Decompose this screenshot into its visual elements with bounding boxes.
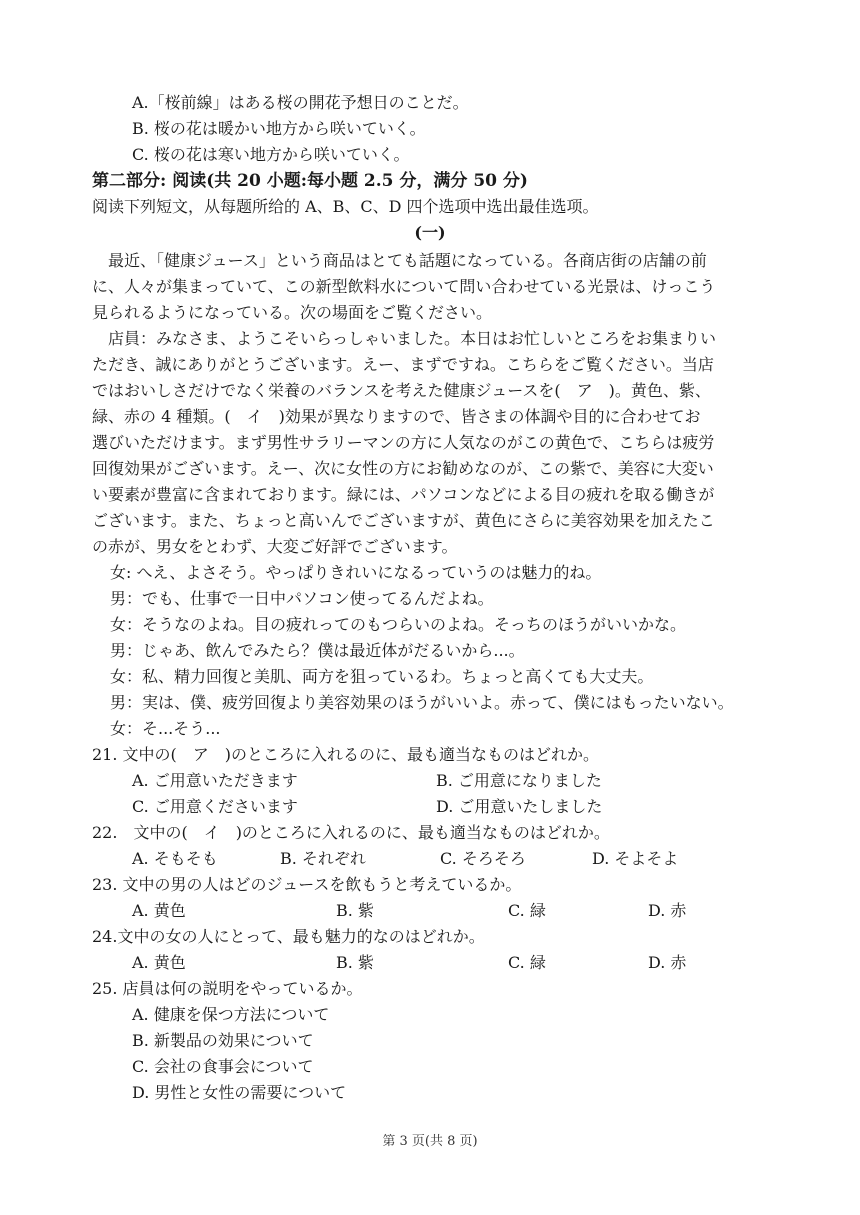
prev-option-a: A.「桜前線」はある桜の開花予想日のことだ。: [132, 93, 469, 112]
question-21-option-c[interactable]: C. ご用意くださいます: [132, 797, 298, 816]
part2-title: 第二部分: 阅读: [92, 171, 207, 191]
passage-line: 回復効果がございます。えー、次に女性の方にお勧めなのが、この紫で、美容に大変い: [92, 459, 714, 478]
passage-line: の赤が、男女をとわず、大変ご好評でございます。: [92, 537, 458, 556]
dialogue-line: 女：そうなのよね。目の疲れってのもつらいのよね。そっちのほうがいいかな。: [110, 615, 687, 634]
question-24-option-c[interactable]: C. 緑: [508, 953, 546, 972]
prev-option-c: C. 桜の花は寒い地方から咲いていく。: [132, 145, 410, 164]
question-23-option-d[interactable]: D. 赤: [648, 901, 687, 920]
question-21-option-b[interactable]: B. ご用意になりました: [436, 771, 602, 790]
passage-line: ございます。また、ちょっと高いんでございますが、黄色にさらに美容効果を加えたこ: [92, 511, 715, 530]
question-25-option-b[interactable]: B. 新製品の効果について: [132, 1031, 314, 1050]
passage-line: 緑、赤の 4 種類。( イ )効果が異なりますので、皆さまの体調や目的に合わせてお: [92, 407, 701, 426]
passage-line: い要素が豊富に含まれております。緑には、パソコンなどによる目の疲れを取る働きが: [92, 485, 715, 504]
question-21-option-a[interactable]: A. ご用意いただきます: [132, 771, 298, 790]
dialogue-line: 女: へえ、よさそう。やっぱりきれいになるっていうのは魅力的ね。: [110, 563, 602, 582]
question-22-option-b[interactable]: B. それぞれ: [280, 849, 366, 868]
dialogue-line: 女：そ...そう...: [110, 719, 221, 738]
question-23-option-c[interactable]: C. 緑: [508, 901, 546, 920]
section-label: (一): [414, 223, 446, 242]
question-22-option-c[interactable]: C. そろそろ: [440, 849, 526, 868]
question-25-option-d[interactable]: D. 男性と女性の需要について: [132, 1083, 347, 1102]
question-24-option-b[interactable]: B. 紫: [336, 953, 374, 972]
question-22-option-d[interactable]: D. そよそよ: [592, 849, 679, 868]
passage-line: ではおいしさだけでなく栄養のバランスを考えた健康ジュースを( ア )。黄色、紫、: [92, 381, 711, 400]
part2-subtitle: (共 20 小题:每小题 2.5 分，满分 50 分): [206, 171, 528, 191]
passage-line: ただき、誠にありがとうございます。えー、まずですね。こちらをご覧ください。当店: [92, 355, 714, 374]
dialogue-line: 男：実は、僕、疲労回復より美容効果のほうがいいよ。赤って、僕にはもったいない。: [110, 693, 734, 712]
passage-line: 見られるようになっている。次の場面をご覧ください。: [92, 303, 493, 322]
question-25-stem: 25. 店員は何の説明をやっているか。: [92, 979, 363, 998]
question-21-stem: 21. 文中の( ア )のところに入れるのに、最も適当なものはどれか。: [92, 745, 600, 764]
question-24-option-d[interactable]: D. 赤: [648, 953, 687, 972]
question-24-option-a[interactable]: A. 黄色: [132, 953, 186, 972]
passage-line: 店員：みなさま、ようこそいらっしゃいました。本日はお忙しいところをお集まりい: [92, 329, 717, 348]
passage-line: 選びいただけます。まず男性サラリーマンの方に人気なのがこの黄色で、こちらは疲労: [92, 433, 715, 452]
question-23-stem: 23. 文中の男の人はどのジュースを飲もうと考えているか。: [92, 875, 522, 894]
question-24-stem: 24.文中の女の人にとって、最も魅力的なのはどれか。: [92, 927, 485, 946]
question-23-option-a[interactable]: A. 黄色: [132, 901, 186, 920]
passage-line: に、人々が集まっていて、この新型飲料水について問い合わせている光景は、けっこう: [92, 277, 716, 296]
question-25-option-c[interactable]: C. 会社の食事会について: [132, 1057, 314, 1076]
dialogue-line: 男：じゃあ、飲んでみたら？僕は最近体がだるいから...。: [110, 641, 525, 660]
question-22-stem: 22. 文中の( イ )のところに入れるのに、最も適当なものはどれか。: [92, 823, 610, 842]
dialogue-line: 男：でも、仕事で一日中パソコン使ってるんだよね。: [110, 589, 494, 608]
dialogue-line: 女：私、精力回復と美肌、両方を狙っているわ。ちょっと高くても大丈夫。: [110, 667, 654, 686]
question-25-option-a[interactable]: A. 健康を保つ方法について: [132, 1005, 330, 1024]
page-number-footer: 第 3 页(共 8 页): [382, 1134, 478, 1149]
question-23-option-b[interactable]: B. 紫: [336, 901, 374, 920]
prev-option-b: B. 桜の花は暖かい地方から咲いていく。: [132, 119, 426, 138]
part2-instruction: 阅读下列短文，从每题所给的 A、B、C、D 四个选项中选出最佳选项。: [92, 197, 599, 216]
part2-heading: [92, 170, 528, 192]
question-22-option-a[interactable]: A. そもそも: [132, 849, 218, 868]
question-21-option-d[interactable]: D. ご用意いたしました: [436, 797, 603, 816]
passage-line: 最近、「健康ジュース」という商品はとても話題になっている。各商店街の店舗の前: [92, 251, 707, 270]
